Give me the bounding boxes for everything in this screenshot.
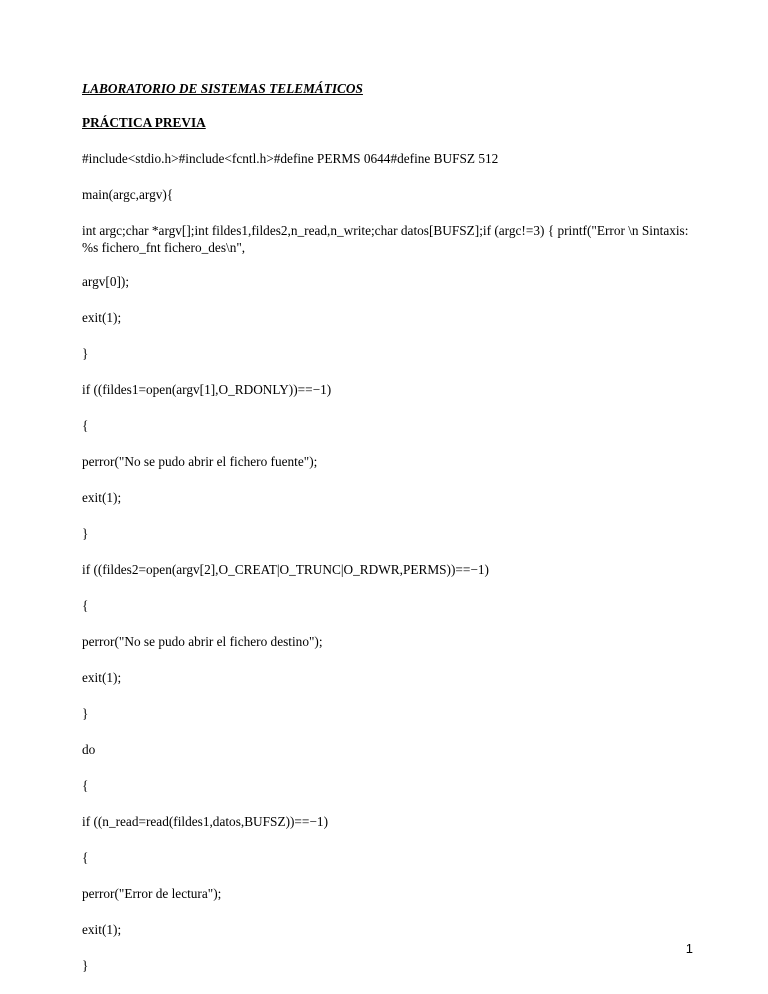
code-line: exit(1); xyxy=(82,490,122,505)
code-line: if ((fildes2=open(argv[2],O_CREAT|O_TRUNC|O_RDWR,PERMS))==−1) xyxy=(82,562,489,577)
code-line: perror("No se pudo abrir el fichero fuente"); xyxy=(82,454,318,469)
code-line: } xyxy=(82,958,89,973)
code-line: exit(1); xyxy=(82,310,122,325)
code-line: perror("No se pudo abrir el fichero destino"); xyxy=(82,634,323,649)
code-line: main(argc,argv){ xyxy=(82,187,174,202)
code-line: } xyxy=(82,706,89,721)
code-line: perror("Error de lectura"); xyxy=(82,886,222,901)
code-line: { xyxy=(82,778,89,793)
document-title: LABORATORIO DE SISTEMAS TELEMÁTICOS xyxy=(82,81,363,96)
code-line: int argc;char *argv[];int fildes1,fildes2,n_read,n_write;char datos[BUFSZ];if (argc!=3) { printf("Error \n Sintaxis: %s fichero_fnt fichero_des\n", xyxy=(82,223,692,255)
code-line: } xyxy=(82,526,89,541)
code-line: do xyxy=(82,742,96,757)
code-line: if ((fildes1=open(argv[1],O_RDONLY))==−1) xyxy=(82,382,332,397)
code-line: { xyxy=(82,598,89,613)
code-line: { xyxy=(82,850,89,865)
code-line: exit(1); xyxy=(82,922,122,937)
section-heading: PRÁCTICA PREVIA xyxy=(82,115,206,130)
code-line: #include<stdio.h>#include<fcntl.h>#define PERMS 0644#define BUFSZ 512 xyxy=(82,151,499,166)
page-number: 1 xyxy=(685,941,693,956)
code-line: argv[0]); xyxy=(82,274,130,289)
code-line: } xyxy=(82,346,89,361)
code-line: { xyxy=(82,418,89,433)
code-line: exit(1); xyxy=(82,670,122,685)
code-line: if ((n_read=read(fildes1,datos,BUFSZ))==−1) xyxy=(82,814,329,829)
